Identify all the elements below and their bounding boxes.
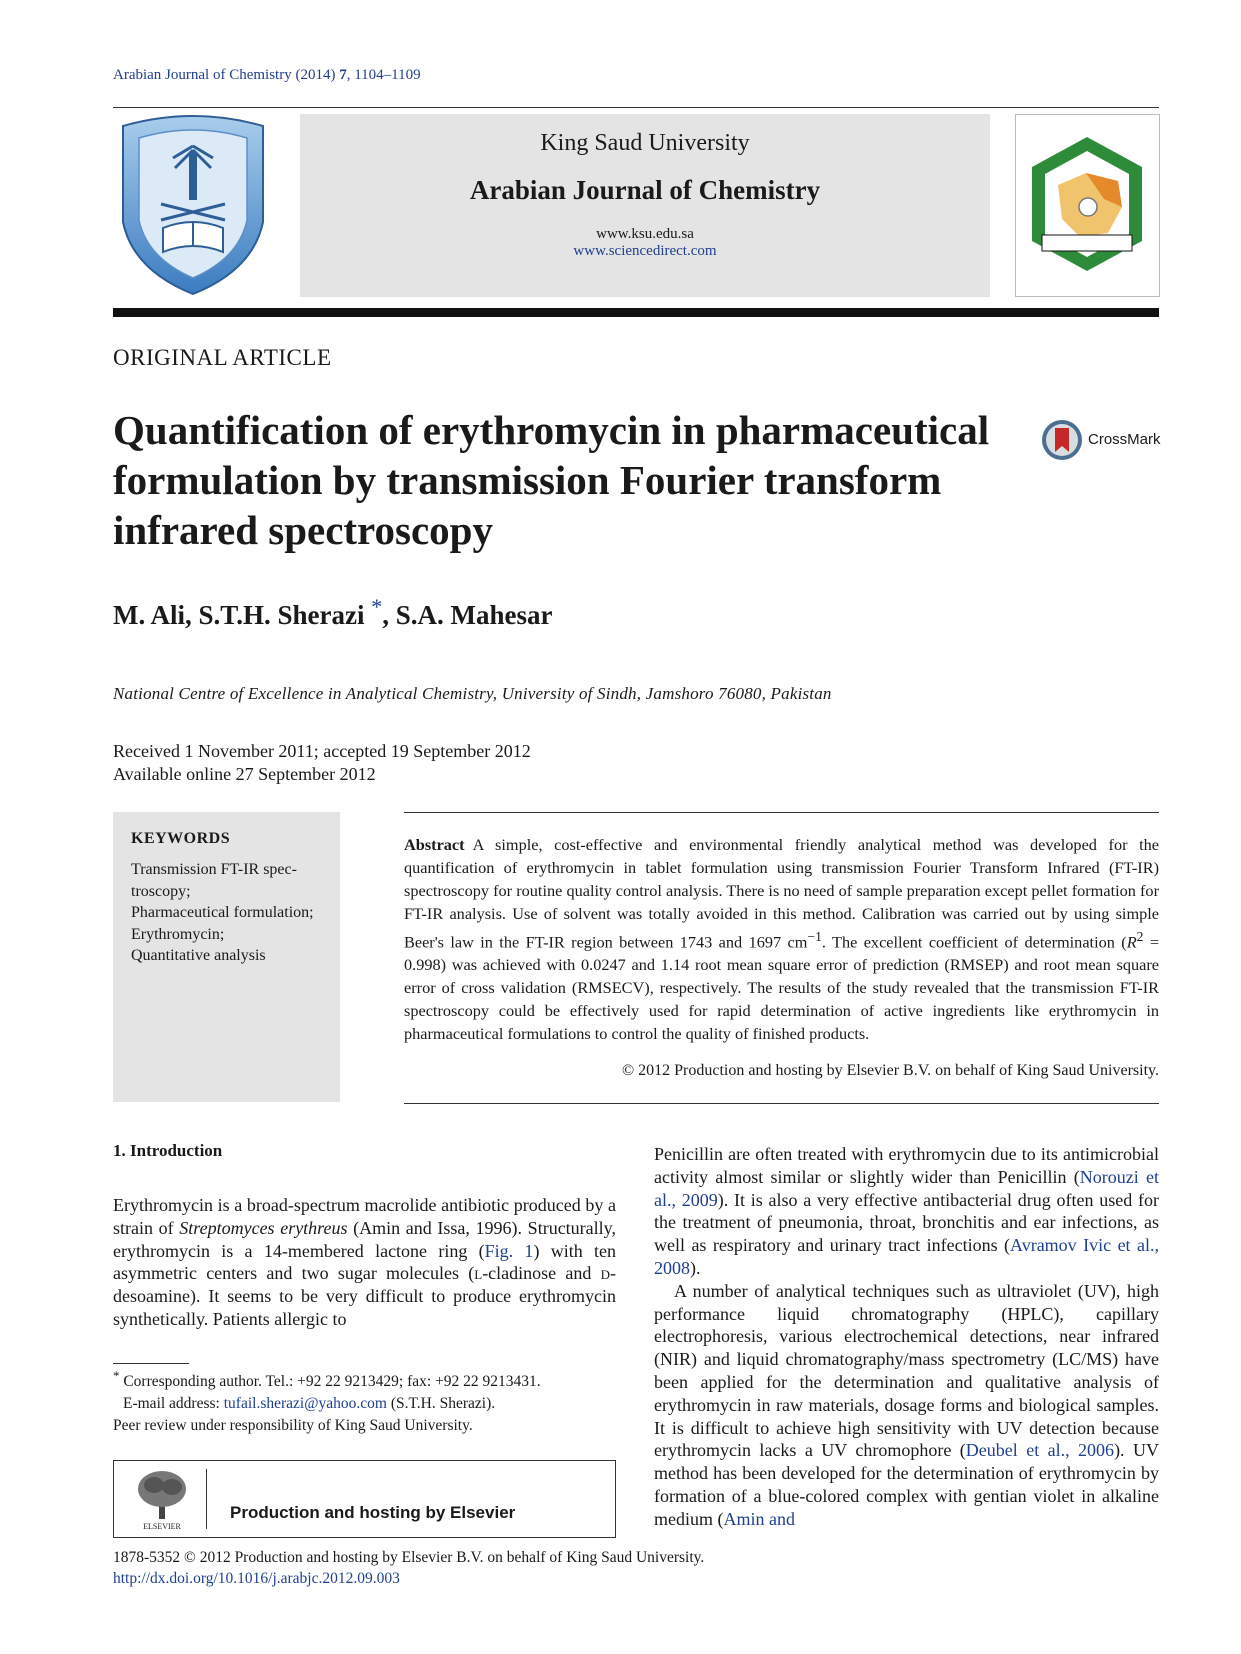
keyword-item: Transmission FT-IR spec-troscopy; [131,861,297,900]
body-text: Penicillin are often treated with erythromycin due to its antimicrobial activity almost similar or slightly wider than Penicillin ( [654,1144,1159,1187]
body-text: ). It is also a very effective antibacterial drug often used for the treatment of pneumonia, throat, bronchitis and ear infections, as well as respiratory and urinary tract infections ( [654,1189,1159,1256]
page-footer [113,1547,704,1589]
keywords-list [131,859,345,967]
paragraph [654,1143,1159,1280]
header-thick-divider [113,308,1159,317]
body-text: (Amin and Issa, 1996). Structurally, erythromycin is a 14-membered lactone ring ( [113,1217,616,1261]
affiliation: National Centre of Excellence in Analytical Chemistry, University of Sindh, Jamshoro 76080, Pakistan [113,684,832,703]
elsevier-box [113,1460,616,1538]
journal-pages: , 1104–1109 [346,67,421,83]
paragraph [654,1280,1159,1531]
corresponding-author-marker[interactable]: * [371,594,383,619]
article-title: Quantification of erythromycin in pharmaceutical formulation by transmission Fourier transform infrared spectroscopy [113,407,990,553]
abstract [404,833,1159,1045]
abstract-text: A simple, cost-effective and environmental friendly analytical method was developed for the quantification of erythromycin in tablet formulation using transmission Fourier Transform Infrared (FT-IR) spectroscopy for routine quality control analysis. There is no need of sample preparation except pellet formation for FT-IR analysis. Use of solvent was totally avoided in this method. Calibration was carried out by using simple Beer's law in the FT-IR region between 1743 and 1697 cm [404,835,1159,952]
body-text: ). UV method has been developed for the determination of erythromycin by formation of a blue-colored complex with gentian violet in alkaline medium ( [654,1440,1159,1529]
species-name: Streptomyces erythreus [179,1217,348,1238]
r-symbol: R [1126,932,1137,952]
header-divider [113,107,1159,108]
abstract-text: . The excellent coefficient of determination ( [821,932,1127,952]
crossmark-button[interactable] [1040,418,1170,462]
body-text: ). [690,1257,701,1278]
journal-reference[interactable] [113,67,421,84]
sciencedirect-url[interactable]: www.sciencedirect.com [573,243,717,259]
email-link[interactable]: tufail.sherazi@yahoo.com [223,1395,387,1413]
section-heading: 1. Introduction [113,1141,223,1160]
corresponding-author-note [113,1365,616,1393]
journal-volume: 7 [339,67,347,83]
body-text: ) with ten asymmetric centers and two sugar molecules ( [113,1240,616,1284]
keywords-heading: KEYWORDS [131,830,231,847]
authors-first: M. Ali, S.T.H. Sherazi [113,600,372,630]
issn-line: 1878-5352 © 2012 Production and hosting by Elsevier B.V. on behalf of King Saud University. [113,1549,705,1566]
email-line [113,1393,616,1415]
article-type: ORIGINAL ARTICLE [113,345,332,370]
journal-banner [300,114,990,297]
abstract-top-divider [404,812,1159,813]
figure-link[interactable]: Fig. 1 [484,1240,534,1261]
email-label: E-mail address: [123,1395,224,1413]
saudi-chemical-society-logo-icon [1015,114,1160,297]
abstract-copyright: © 2012 Production and hosting by Elsevier B.V. on behalf of King Saud University. [622,1062,1159,1079]
unit-exponent: −1 [807,929,822,944]
body-text: -desoamine). It seems to be very difficult to produce erythromycin synthetically. Patients allergic to [113,1263,616,1329]
doi-link[interactable]: http://dx.doi.org/10.1016/j.arabjc.2012.09.003 [113,1570,400,1587]
body-text: Erythromycin is a broad-spectrum macrolide antibiotic produced by a strain of [113,1195,616,1238]
keyword-item: Pharmaceutical formulation; [131,904,314,921]
keyword-item: Quantitative analysis [131,947,266,964]
journal-ref-text: Arabian Journal of Chemistry (2014) [113,67,340,83]
keywords-box [113,812,340,1102]
footnote-marker: * [113,1368,120,1383]
abstract-text: = 0.998) was achieved with 0.0247 and 1.14 root mean square error of prediction (RMSEP) and root mean square error of cross validation (RMSECV), respectively. The results of the study revealed that the transmission FT-IR spectroscopy could be effectively used for rapid determination of active ingredients like erythromycin in pharmaceutical formulations to control the quality of finished products. [404,932,1159,1044]
keyword-item: Erythromycin; [131,925,225,943]
ksu-url[interactable]: www.ksu.edu.sa [596,226,694,242]
journal-name: Arabian Journal of Chemistry [469,175,821,205]
elsevier-tree-icon [132,1467,192,1531]
peer-review-note: Peer review under responsibility of King Saud University. [113,1417,473,1435]
citation-link[interactable]: Amin and [723,1508,795,1529]
elsevier-wordmark: ELSEVIER [143,1522,181,1531]
citation-link[interactable]: Norouzi et al., 2009 [654,1166,1160,1210]
l-prefix: l [474,1263,483,1284]
r-squared-exponent: 2 [1136,929,1144,944]
article-dates [113,740,531,786]
elsevier-divider [206,1469,207,1529]
available-date: Available online 27 September 2012 [113,764,376,784]
authors-last: , S.A. Mahesar [382,600,553,630]
citation-link[interactable]: Avramov Ivic et al., 2008 [654,1235,1159,1278]
received-date: Received 1 November 2011; accepted 19 September 2012 [113,741,531,761]
footnote [113,1365,616,1437]
crossmark-icon [1040,418,1084,462]
intro-right-column [654,1143,1159,1531]
email-owner: (S.T.H. Sherazi). [386,1395,496,1413]
crossmark-label: CrossMark [1088,431,1161,448]
citation-link[interactable]: Deubel et al., 2006 [965,1440,1115,1461]
abstract-bottom-divider [404,1103,1159,1104]
production-label: Production and hosting by Elsevier [230,1503,516,1522]
footnote-divider [113,1363,189,1364]
body-text: A number of analytical techniques such as ultraviolet (UV), high performance liquid chromatography (HPLC), capillary electrophoresis, various electrochemical detections, near infrared (NIR) and liquid chromatography/mass spectrometry (LC/MS) have been applied for the determination and qualitative analysis of erythromycin in raw materials, dosage forms and biological samples. It is difficult to achieve high sensitivity with UV detection because erythromycin lacks a UV chromophore ( [654,1280,1159,1461]
authors [113,594,553,631]
body-text: -cladinose and [482,1263,601,1284]
ksu-logo-icon [113,112,273,302]
intro-left-column [113,1194,616,1331]
d-prefix: d [600,1263,610,1284]
contact-text: Corresponding author. Tel.: +92 22 9213429; fax: +92 22 9213431. [119,1373,541,1391]
university-name: King Saud University [540,130,750,156]
abstract-label: Abstract [404,835,465,854]
